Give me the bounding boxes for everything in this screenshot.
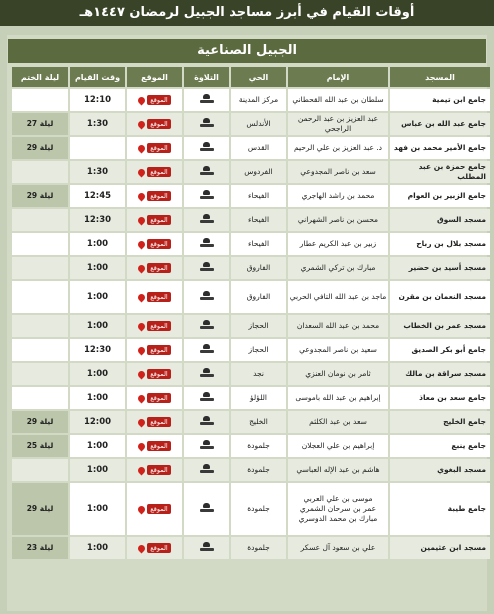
prayer-time: 1:00 (70, 483, 125, 535)
map-pin-icon (137, 441, 147, 451)
table-row (12, 185, 490, 207)
recitation-icon[interactable] (200, 503, 214, 513)
table-row (12, 411, 490, 433)
table-row (12, 363, 490, 385)
mosque-name: جامع سعد بن معاذ (390, 387, 490, 409)
mosque-name: جامع عبد الله بن عباس (390, 113, 490, 135)
recitation-cell[interactable] (184, 387, 229, 409)
khatm-night (12, 459, 68, 481)
location-link[interactable] (138, 441, 170, 451)
location-cell[interactable] (127, 185, 182, 207)
imam-name: عبد العزيز بن عبد الرحمن الراجحي (288, 113, 388, 135)
map-pin-icon (137, 191, 147, 201)
imam-name: سعد بن ناصر المجدوعي (288, 161, 388, 183)
recitation-cell[interactable] (184, 363, 229, 385)
location-label: الموقع (147, 143, 170, 153)
imam-name: ثامر بن نومان العنزي (288, 363, 388, 385)
imam-name: ماجد بن عبد الله التافي الحربي (288, 281, 388, 313)
table-row (12, 89, 490, 111)
location-link[interactable] (138, 143, 170, 153)
col-location: الموقع (127, 67, 182, 87)
district-name: جلمودة (231, 537, 286, 559)
prayer-time: 1:00 (70, 363, 125, 385)
recitation-cell[interactable] (184, 459, 229, 481)
location-cell[interactable] (127, 137, 182, 159)
location-label: الموقع (147, 393, 170, 403)
location-link[interactable] (138, 239, 170, 249)
mosque-name: مسجد ابن عثيمين (390, 537, 490, 559)
location-link[interactable] (138, 321, 170, 331)
location-link[interactable] (138, 465, 170, 475)
location-label: الموقع (147, 239, 170, 249)
location-label: الموقع (147, 292, 170, 302)
location-cell[interactable] (127, 113, 182, 135)
table-row (12, 257, 490, 279)
recitation-icon[interactable] (200, 166, 214, 176)
mosque-name: جامع الخليج (390, 411, 490, 433)
location-label: الموقع (147, 321, 170, 331)
location-link[interactable] (138, 543, 170, 553)
imam-name: محمد بن راشد الهاجري (288, 185, 388, 207)
recitation-cell[interactable] (184, 257, 229, 279)
prayer-time: 1:00 (70, 435, 125, 457)
location-label: الموقع (147, 119, 170, 129)
map-pin-icon (137, 504, 147, 514)
district-name: الفاروق (231, 281, 286, 313)
location-label: الموقع (147, 543, 170, 553)
recitation-icon[interactable] (200, 262, 214, 272)
khatm-night (12, 387, 68, 409)
recitation-cell[interactable] (184, 281, 229, 313)
location-cell[interactable] (127, 387, 182, 409)
location-link[interactable] (138, 504, 170, 514)
map-pin-icon (137, 417, 147, 427)
table-row (12, 209, 490, 231)
table-row (12, 233, 490, 255)
location-cell[interactable] (127, 209, 182, 231)
imam-name: إبراهيم بن عبد الله باموسى (288, 387, 388, 409)
recitation-cell[interactable] (184, 89, 229, 111)
location-label: الموقع (147, 95, 170, 105)
location-label: الموقع (147, 167, 170, 177)
location-cell[interactable] (127, 363, 182, 385)
col-mosque: المسجد (390, 67, 490, 87)
prayer-time: 1:00 (70, 459, 125, 481)
recitation-cell[interactable] (184, 537, 229, 559)
recitation-cell[interactable] (184, 339, 229, 361)
map-pin-icon (137, 465, 147, 475)
location-cell[interactable] (127, 89, 182, 111)
location-cell[interactable] (127, 161, 182, 183)
schedule-table (10, 65, 492, 561)
prayer-time: 1:00 (70, 257, 125, 279)
location-cell[interactable] (127, 339, 182, 361)
khatm-night: ليلة 23 (12, 537, 68, 559)
recitation-icon[interactable] (200, 142, 214, 152)
recitation-icon[interactable] (200, 291, 214, 301)
imam-name: هاشم بن عبد الإله العباسي (288, 459, 388, 481)
location-label: الموقع (147, 417, 170, 427)
location-link[interactable] (138, 369, 170, 379)
khatm-night: ليلة 29 (12, 137, 68, 159)
map-pin-icon (137, 215, 147, 225)
recitation-icon[interactable] (200, 118, 214, 128)
khatm-night (12, 89, 68, 111)
imam-name: محمد بن عبد الله السعدان (288, 315, 388, 337)
district-name: الأندلس (231, 113, 286, 135)
khatm-night: ليلة 29 (12, 483, 68, 535)
khatm-night (12, 315, 68, 337)
prayer-time: 12:00 (70, 411, 125, 433)
imam-name: سلطان بن عبد الله القحطاني (288, 89, 388, 111)
location-link[interactable] (138, 119, 170, 129)
recitation-icon[interactable] (200, 392, 214, 402)
location-cell[interactable] (127, 483, 182, 535)
recitation-icon[interactable] (200, 542, 214, 552)
recitation-icon[interactable] (200, 94, 214, 104)
mosque-name: مسجد النعمان بن مقرن (390, 281, 490, 313)
location-link[interactable] (138, 417, 170, 427)
location-link[interactable] (138, 191, 170, 201)
khatm-night: ليلة 27 (12, 113, 68, 135)
location-link[interactable] (138, 95, 170, 105)
map-pin-icon (137, 369, 147, 379)
location-label: الموقع (147, 191, 170, 201)
table-row (12, 315, 490, 337)
prayer-time (70, 137, 125, 159)
mosque-name: جامع حمزة بن عبد المطلب (390, 161, 490, 183)
table-row (12, 435, 490, 457)
district-name: جلمودة (231, 483, 286, 535)
imam-name: سعد بن عبد الكلثم (288, 411, 388, 433)
district-name: الفيحاء (231, 185, 286, 207)
mosque-name: جامع الأمير محمد بن فهد (390, 137, 490, 159)
location-label: الموقع (147, 345, 170, 355)
district-name: نجد (231, 363, 286, 385)
recitation-icon[interactable] (200, 416, 214, 426)
map-pin-icon (137, 393, 147, 403)
recitation-icon[interactable] (200, 320, 214, 330)
location-link[interactable] (138, 345, 170, 355)
col-recitation: التلاوة (184, 67, 229, 87)
mosque-name: مسجد البغوي (390, 459, 490, 481)
imam-name: مبارك بن تركي الشمري (288, 257, 388, 279)
location-label: الموقع (147, 369, 170, 379)
table-row (12, 113, 490, 135)
map-pin-icon (137, 292, 147, 302)
table-row (12, 137, 490, 159)
map-pin-icon (137, 239, 147, 249)
col-prayer-time: وقت القيام (70, 67, 125, 87)
mosque-name: مسجد سراقة بن مالك (390, 363, 490, 385)
district-name: مركز المدينة (231, 89, 286, 111)
location-label: الموقع (147, 504, 170, 514)
mosque-name: مسجد أسيد بن حضير (390, 257, 490, 279)
section-title: الجبيل الصناعية (8, 39, 486, 63)
location-cell[interactable] (127, 537, 182, 559)
location-cell[interactable] (127, 257, 182, 279)
district-name: القدس (231, 137, 286, 159)
location-cell[interactable] (127, 281, 182, 313)
recitation-cell[interactable] (184, 137, 229, 159)
district-name: جلمودة (231, 435, 286, 457)
table-header-row (12, 67, 490, 87)
khatm-night: ليلة 25 (12, 435, 68, 457)
prayer-time: 1:30 (70, 161, 125, 183)
mosque-name: جامع أبو بكر الصديق (390, 339, 490, 361)
recitation-cell[interactable] (184, 315, 229, 337)
district-name: الفاروق (231, 257, 286, 279)
district-name: اللؤلؤ (231, 387, 286, 409)
recitation-icon[interactable] (200, 238, 214, 248)
recitation-cell[interactable] (184, 435, 229, 457)
imam-name: سعيد بن ناصر المجدوعي (288, 339, 388, 361)
prayer-time: 12:45 (70, 185, 125, 207)
recitation-cell[interactable] (184, 411, 229, 433)
prayer-time: 12:30 (70, 339, 125, 361)
district-name: الحجاز (231, 339, 286, 361)
khatm-night (12, 257, 68, 279)
map-pin-icon (137, 167, 147, 177)
map-pin-icon (137, 143, 147, 153)
col-imam: الإمام (288, 67, 388, 87)
khatm-night: ليلة 29 (12, 185, 68, 207)
location-cell[interactable] (127, 459, 182, 481)
prayer-time: 1:30 (70, 113, 125, 135)
district-name: الحجاز (231, 315, 286, 337)
recitation-icon[interactable] (200, 214, 214, 224)
location-link[interactable] (138, 292, 170, 302)
recitation-cell[interactable] (184, 161, 229, 183)
mosque-name: مسجد السوق (390, 209, 490, 231)
mosque-name: جامع الزبير بن العوام (390, 185, 490, 207)
location-link[interactable] (138, 263, 170, 273)
prayer-time: 1:00 (70, 315, 125, 337)
imam-name: موسى بن علي العربي عمر بن سرحان الشمري مبارك بن محمد الدوسري (288, 483, 388, 535)
table-row (12, 339, 490, 361)
khatm-night: ليلة 29 (12, 411, 68, 433)
table-row (12, 281, 490, 313)
page-header: أوقات القيام في أبرز مساجد الجبيل لرمضان ١٤٤٧هـ (0, 0, 494, 26)
recitation-icon[interactable] (200, 440, 214, 450)
prayer-time: 12:10 (70, 89, 125, 111)
recitation-cell[interactable] (184, 185, 229, 207)
map-pin-icon (137, 345, 147, 355)
location-label: الموقع (147, 441, 170, 451)
prayer-time: 12:30 (70, 209, 125, 231)
location-label: الموقع (147, 263, 170, 273)
location-label: الموقع (147, 215, 170, 225)
khatm-night (12, 209, 68, 231)
mosque-name: مسجد عمر بن الخطاب (390, 315, 490, 337)
table-row (12, 161, 490, 183)
table-row (12, 387, 490, 409)
map-pin-icon (137, 119, 147, 129)
mosque-name: جامع ينبع (390, 435, 490, 457)
khatm-night (12, 161, 68, 183)
imam-name: د. عبد العزيز بن علي الرحيم (288, 137, 388, 159)
khatm-night (12, 233, 68, 255)
district-name: الخليج (231, 411, 286, 433)
district-name: الفيحاء (231, 233, 286, 255)
table-row (12, 483, 490, 535)
district-name: جلمودة (231, 459, 286, 481)
location-cell[interactable] (127, 315, 182, 337)
prayer-time: 1:00 (70, 233, 125, 255)
map-pin-icon (137, 321, 147, 331)
col-khatm-night: ليلة الختم (12, 67, 68, 87)
mosque-name: جامع ابن تيمية (390, 89, 490, 111)
khatm-night (12, 339, 68, 361)
district-name: الفردوس (231, 161, 286, 183)
location-cell[interactable] (127, 233, 182, 255)
recitation-cell[interactable] (184, 209, 229, 231)
location-cell[interactable] (127, 411, 182, 433)
district-name: الفيحاء (231, 209, 286, 231)
map-pin-icon (137, 263, 147, 273)
recitation-icon[interactable] (200, 190, 214, 200)
location-label: الموقع (147, 465, 170, 475)
khatm-night (12, 363, 68, 385)
recitation-icon[interactable] (200, 464, 214, 474)
recitation-cell[interactable] (184, 233, 229, 255)
table-row (12, 459, 490, 481)
imam-name: زبير بن عبد الكريم عطار (288, 233, 388, 255)
table-row (12, 537, 490, 559)
khatm-night (12, 281, 68, 313)
imam-name: علي بن سعود آل عسكر (288, 537, 388, 559)
map-pin-icon (137, 95, 147, 105)
recitation-icon[interactable] (200, 344, 214, 354)
prayer-time: 1:00 (70, 537, 125, 559)
mosque-name: جامع طيبة (390, 483, 490, 535)
prayer-time: 1:00 (70, 387, 125, 409)
recitation-icon[interactable] (200, 368, 214, 378)
location-cell[interactable] (127, 435, 182, 457)
location-link[interactable] (138, 167, 170, 177)
location-link[interactable] (138, 215, 170, 225)
location-link[interactable] (138, 393, 170, 403)
col-district: الحي (231, 67, 286, 87)
map-pin-icon (137, 543, 147, 553)
imam-name: إبراهيم بن علي العجلان (288, 435, 388, 457)
recitation-cell[interactable] (184, 113, 229, 135)
imam-name: محسن بن ناصر الشهراني (288, 209, 388, 231)
mosque-name: مسجد بلال بن رباح (390, 233, 490, 255)
recitation-cell[interactable] (184, 483, 229, 535)
prayer-time: 1:00 (70, 281, 125, 313)
